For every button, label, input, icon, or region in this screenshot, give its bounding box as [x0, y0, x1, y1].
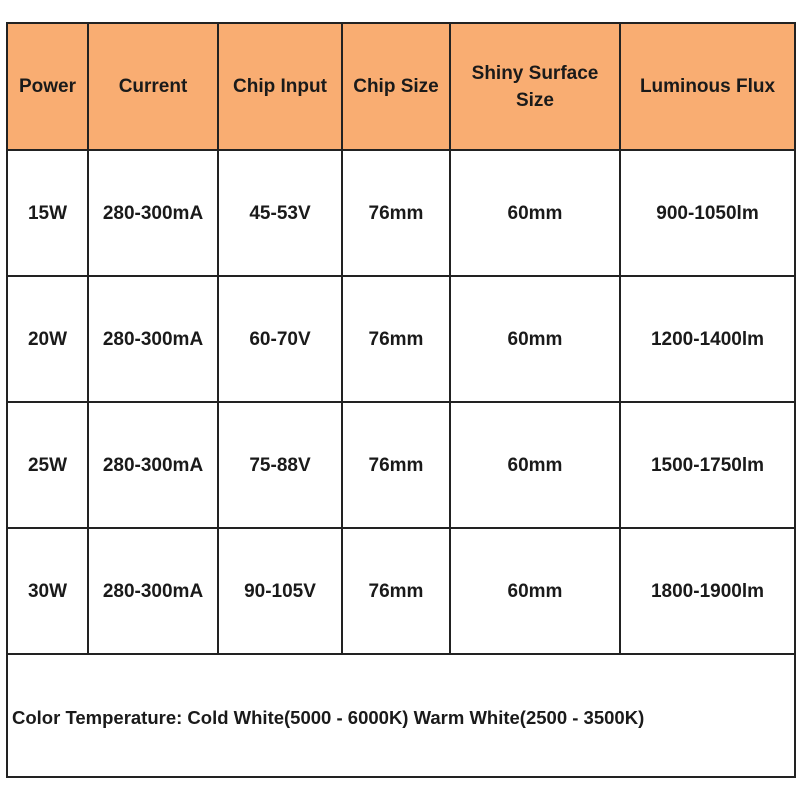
cell-current: 280-300mA — [88, 276, 218, 402]
cell-chip-size: 76mm — [342, 150, 450, 276]
cell-shiny-surface-size: 60mm — [450, 528, 620, 654]
cell-power: 20W — [8, 276, 88, 402]
cell-luminous-flux: 1500-1750lm — [620, 402, 794, 528]
header-power: Power — [8, 24, 88, 150]
cell-current: 280-300mA — [88, 150, 218, 276]
header-row — [8, 24, 794, 150]
header-chip-input: Chip Input — [218, 24, 342, 150]
table-row — [8, 150, 794, 276]
cell-power: 25W — [8, 402, 88, 528]
cell-chip-input: 45-53V — [218, 150, 342, 276]
cell-chip-size: 76mm — [342, 276, 450, 402]
cell-chip-input: 90-105V — [218, 528, 342, 654]
cell-chip-input: 75-88V — [218, 402, 342, 528]
table-row — [8, 276, 794, 402]
cell-current: 280-300mA — [88, 402, 218, 528]
cell-luminous-flux: 1800-1900lm — [620, 528, 794, 654]
cell-shiny-surface-size: 60mm — [450, 276, 620, 402]
spec-table — [8, 24, 794, 655]
cell-chip-input: 60-70V — [218, 276, 342, 402]
spec-sheet — [6, 22, 796, 778]
cell-power: 30W — [8, 528, 88, 654]
color-temperature-note: Color Temperature: Cold White(5000 - 6000K) Warm White(2500 - 3500K) — [12, 707, 645, 728]
cell-power: 15W — [8, 150, 88, 276]
cell-shiny-surface-size: 60mm — [450, 402, 620, 528]
cell-luminous-flux: 900-1050lm — [620, 150, 794, 276]
header-chip-size: Chip Size — [342, 24, 450, 150]
cell-luminous-flux: 1200-1400lm — [620, 276, 794, 402]
header-luminous-flux: Luminous Flux — [620, 24, 794, 150]
header-current: Current — [88, 24, 218, 150]
header-shiny-surface-size: Shiny Surface Size — [450, 24, 620, 150]
table-row — [8, 528, 794, 654]
table-row — [8, 402, 794, 528]
cell-chip-size: 76mm — [342, 402, 450, 528]
cell-current: 280-300mA — [88, 528, 218, 654]
cell-shiny-surface-size: 60mm — [450, 150, 620, 276]
cell-chip-size: 76mm — [342, 528, 450, 654]
